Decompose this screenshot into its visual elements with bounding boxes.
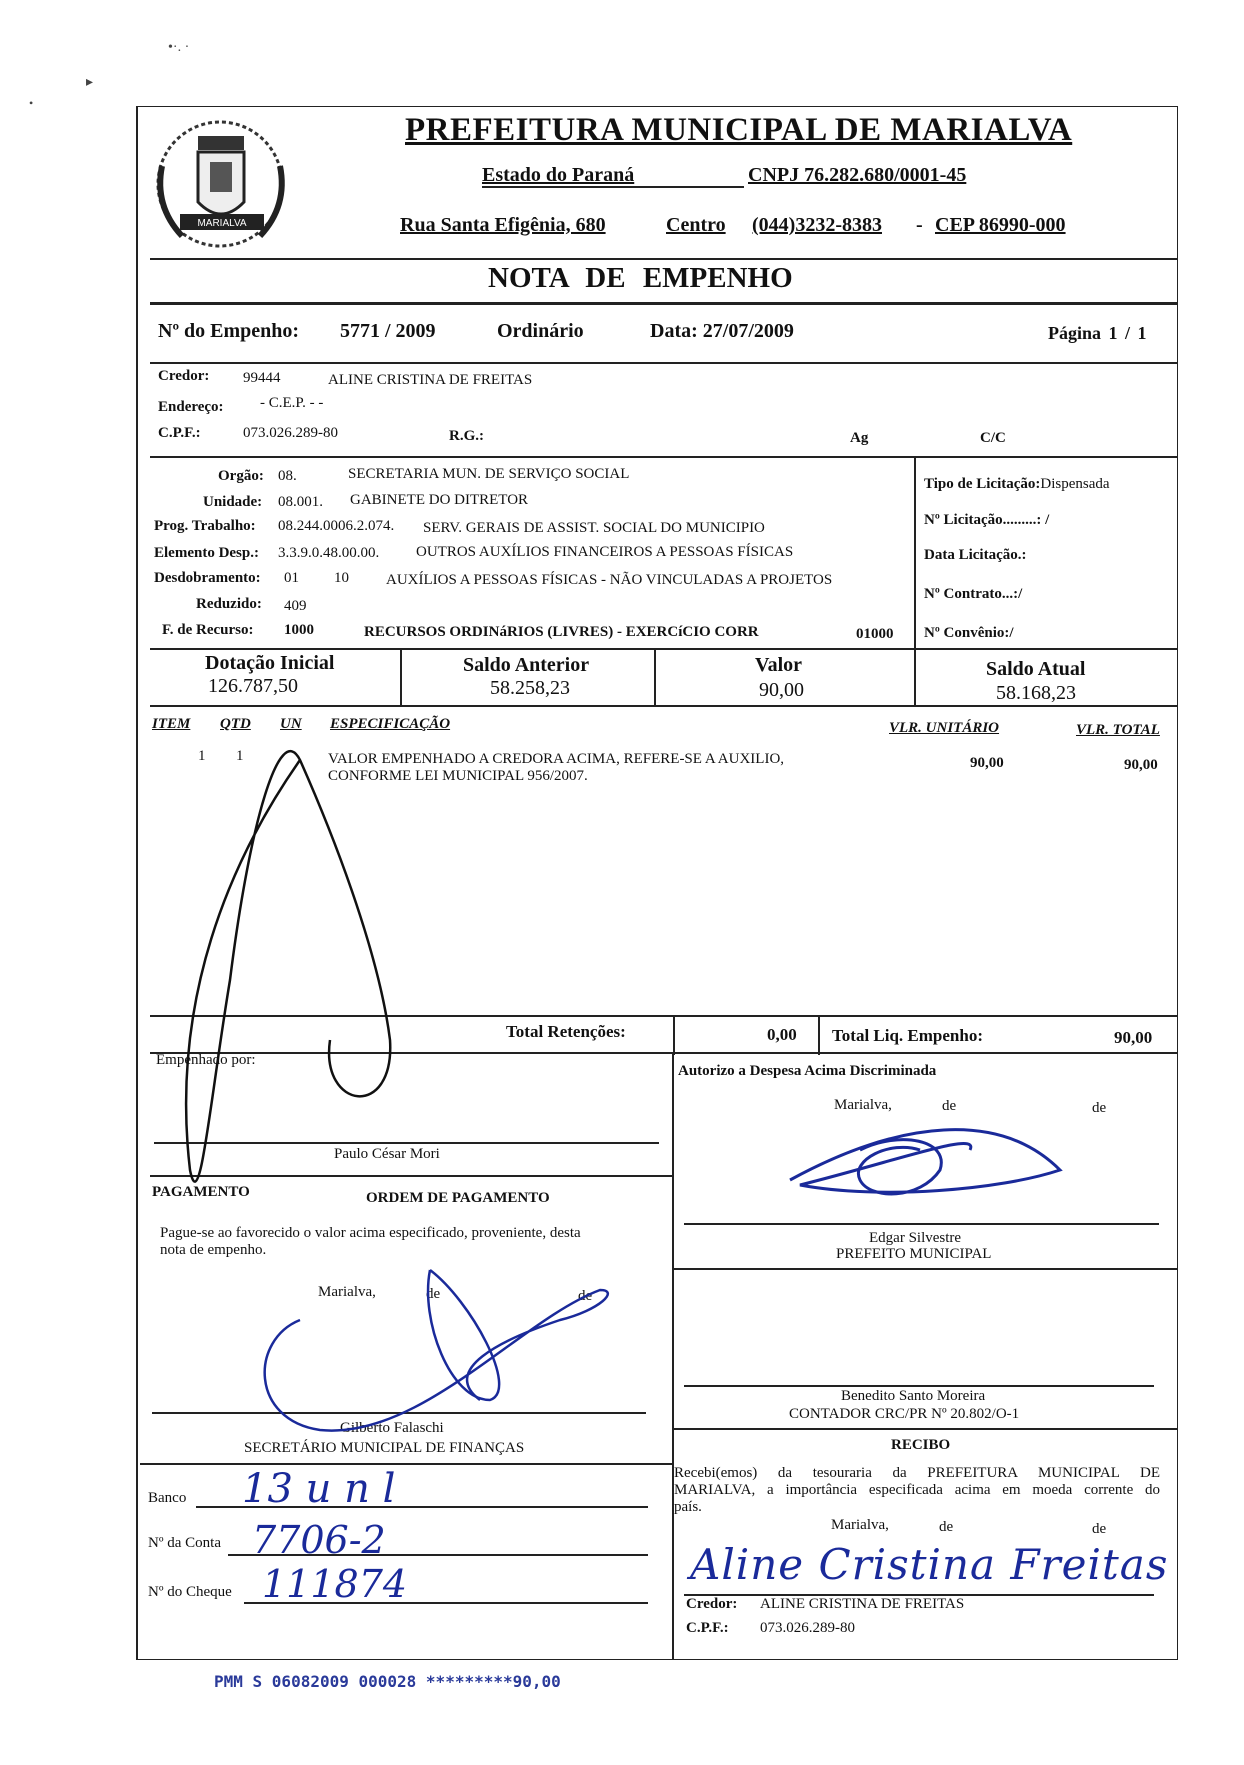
tipo-licitacao-label: Tipo de Licitação:Dispensada (924, 476, 1110, 492)
item-especificacao: VALOR EMPENHADO A CREDORA ACIMA, REFERE-SE A AUXILIO, (328, 751, 785, 767)
col-especificacao: ESPECIFICAÇÃO (330, 716, 451, 732)
numero-licitacao: Nº Licitação.........: / (924, 512, 1050, 528)
date-de: de (939, 1519, 954, 1535)
unidade-code: 08.001. (278, 494, 323, 510)
credor-label: Credor: (158, 368, 210, 384)
svg-text:MARIALVA: MARIALVA (197, 218, 247, 229)
col-item: ITEM (152, 716, 191, 732)
credor-signature: Aline Cristina Freitas (690, 1540, 1169, 1589)
col-valor-total: VLR. TOTAL (1076, 722, 1160, 738)
conta-label: Nº da Conta (148, 1535, 221, 1551)
prog-label: Prog. Trabalho: (154, 518, 256, 534)
rg-label: R.G.: (449, 428, 484, 444)
credor-name: ALINE CRISTINA DE FREITAS (328, 372, 533, 388)
page-title: PREFEITURA MUNICIPAL DE MARIALVA (405, 112, 1073, 148)
dotacao-inicial-label: Dotação Inicial (205, 652, 335, 674)
saldo-anterior-value: 58.258,23 (490, 677, 570, 699)
data-licitacao: Data Licitação.: (924, 547, 1027, 563)
numero-contrato: Nº Contrato...:/ (924, 586, 1023, 602)
col-qtd: QTD (220, 716, 251, 732)
signatory-role: SECRETÁRIO MUNICIPAL DE FINANÇAS (244, 1440, 525, 1456)
place-label: Marialva, (831, 1517, 889, 1533)
state-label: Estado do Paraná (482, 164, 635, 186)
signatory-role: CONTADOR CRC/PR Nº 20.802/O-1 (789, 1406, 1020, 1422)
scan-speck: •·. · (168, 40, 190, 55)
ordem-pagamento-label: ORDEM DE PAGAMENTO (366, 1190, 550, 1206)
cpf-value: 073.026.289-80 (243, 425, 338, 441)
fonte-recurso-desc: RECURSOS ORDINáRIOS (LIVRES) - EXERCíCIO CORR (364, 624, 759, 640)
desdobramento-desc: AUXÍLIOS A PESSOAS FÍSICAS - NÃO VINCULADAS A PROJETOS (386, 572, 833, 588)
banco-handwritten: 13 u n l (242, 1466, 396, 1512)
signatory-gilberto: Gilberto Falaschi (340, 1420, 444, 1436)
cheque-handwritten: 111874 (262, 1562, 408, 1606)
separator: - (916, 214, 923, 236)
valor-value: 90,00 (759, 679, 804, 701)
recibo-credor-label: Credor: (686, 1596, 738, 1612)
prog-code: 08.244.0006.2.074. (278, 518, 395, 534)
fonte-recurso-code: 1000 (284, 622, 314, 638)
scan-speck: • (29, 96, 34, 110)
numero-convenio: Nº Convênio:/ (924, 625, 1014, 641)
date-de: de (578, 1288, 593, 1304)
item-valor-total: 90,00 (1124, 757, 1158, 773)
col-un: UN (280, 716, 302, 732)
saldo-anterior-label: Saldo Anterior (463, 654, 590, 676)
signatory-paulo: Paulo César Mori (334, 1146, 440, 1162)
col-valor-unitario: VLR. UNITÁRIO (889, 720, 1000, 736)
cnpj-label: CNPJ 76.282.680/0001-45 (748, 164, 967, 186)
elemento-label: Elemento Desp.: (154, 545, 259, 561)
pague-text: Pague-se ao favorecido o valor acima especificado, proveniente, desta (160, 1225, 581, 1241)
empenhado-por-label: Empenhado por: (156, 1052, 256, 1068)
date-de: de (1092, 1521, 1107, 1537)
fonte-recurso-code2: 01000 (856, 626, 894, 642)
total-retencoes-value: 0,00 (767, 1025, 797, 1044)
recibo-credor-name: ALINE CRISTINA DE FREITAS (760, 1596, 965, 1612)
item-number: 1 (198, 748, 206, 764)
endereco-label: Endereço: (158, 399, 224, 415)
empenho-number: 5771 / 2009 (340, 320, 436, 342)
cep-label: CEP 86990-000 (935, 214, 1066, 236)
recibo-cpf-value: 073.026.289-80 (760, 1620, 855, 1636)
reduzido-value: 409 (284, 598, 307, 614)
autorizo-label: Autorizo a Despesa Acima Discriminada (678, 1063, 937, 1079)
total-liquido-value: 90,00 (1114, 1028, 1153, 1047)
district-label: Centro (666, 214, 726, 236)
page-number: Página 1 / 1 (1048, 323, 1147, 343)
empenho-number-label: Nº do Empenho: (158, 320, 300, 342)
date-de: de (426, 1286, 441, 1302)
date-de: de (1092, 1100, 1107, 1116)
prog-desc: SERV. GERAIS DE ASSIST. SOCIAL DO MUNICIPIO (423, 520, 765, 536)
empenho-date: Data: 27/07/2009 (650, 320, 794, 342)
elemento-code: 3.3.9.0.48.00.00. (278, 545, 380, 561)
date-de: de (942, 1098, 957, 1114)
pague-text: nota de empenho. (160, 1242, 267, 1258)
signatory-edgar: Edgar Silvestre (869, 1230, 962, 1246)
orgao-label: Orgão: (218, 468, 264, 484)
conta-handwritten: 7706-2 (252, 1518, 386, 1562)
fonte-recurso-label: F. de Recurso: (162, 622, 254, 638)
ag-label: Ag (850, 430, 869, 446)
pagamento-label: PAGAMENTO (152, 1184, 250, 1200)
recibo-cpf-label: C.P.F.: (686, 1620, 729, 1636)
payment-stamp: PMM S 06082009 000028 *********90,00 (214, 1672, 561, 1691)
total-retencoes-label: Total Retenções: (506, 1022, 626, 1041)
credor-code: 99444 (243, 370, 281, 386)
signatory-role: PREFEITO MUNICIPAL (836, 1246, 992, 1262)
orgao-code: 08. (278, 468, 297, 484)
signatory-benedito: Benedito Santo Moreira (841, 1388, 986, 1404)
endereco-value: - C.E.P. - - (260, 395, 324, 411)
item-valor-unitario: 90,00 (970, 755, 1004, 771)
unidade-desc: GABINETE DO DITRETOR (350, 492, 529, 508)
place-label: Marialva, (834, 1097, 892, 1113)
desdobramento-code: 01 (284, 570, 299, 586)
saldo-atual-value: 58.168,23 (996, 682, 1076, 704)
valor-label: Valor (755, 654, 803, 676)
municipal-crest-icon (150, 106, 300, 254)
cheque-label: Nº do Cheque (148, 1584, 232, 1600)
place-label: Marialva, (318, 1284, 376, 1300)
desdobramento-label: Desdobramento: (154, 570, 261, 586)
address-label: Rua Santa Efigênia, 680 (400, 214, 606, 236)
item-especificacao: CONFORME LEI MUNICIPAL 956/2007. (328, 768, 588, 784)
desdobramento-code: 10 (334, 570, 349, 586)
recibo-text: Recebi(emos) da tesouraria da PREFEITURA MUNICIPAL DE MARIALVA, a importância especificada acima em moeda corrente do país. (674, 1465, 1160, 1515)
reduzido-label: Reduzido: (196, 596, 262, 612)
scan-speck: ▸ (86, 75, 94, 90)
saldo-atual-label: Saldo Atual (986, 658, 1086, 680)
cc-label: C/C (980, 430, 1006, 446)
cpf-label: C.P.F.: (158, 425, 201, 441)
orgao-desc: SECRETARIA MUN. DE SERVIÇO SOCIAL (348, 466, 630, 482)
elemento-desc: OUTROS AUXÍLIOS FINANCEIROS A PESSOAS FÍSICAS (416, 544, 794, 560)
empenho-type: Ordinário (497, 320, 584, 342)
banco-label: Banco (148, 1490, 187, 1506)
document-title: NOTA DE EMPENHO (488, 262, 793, 294)
unidade-label: Unidade: (203, 494, 263, 510)
total-liquido-label: Total Liq. Empenho: (832, 1026, 983, 1045)
dotacao-inicial-value: 126.787,50 (208, 675, 298, 697)
phone-label: (044)3232-8383 (752, 214, 882, 236)
item-qtd: 1 (236, 748, 244, 764)
recibo-title: RECIBO (891, 1437, 951, 1453)
